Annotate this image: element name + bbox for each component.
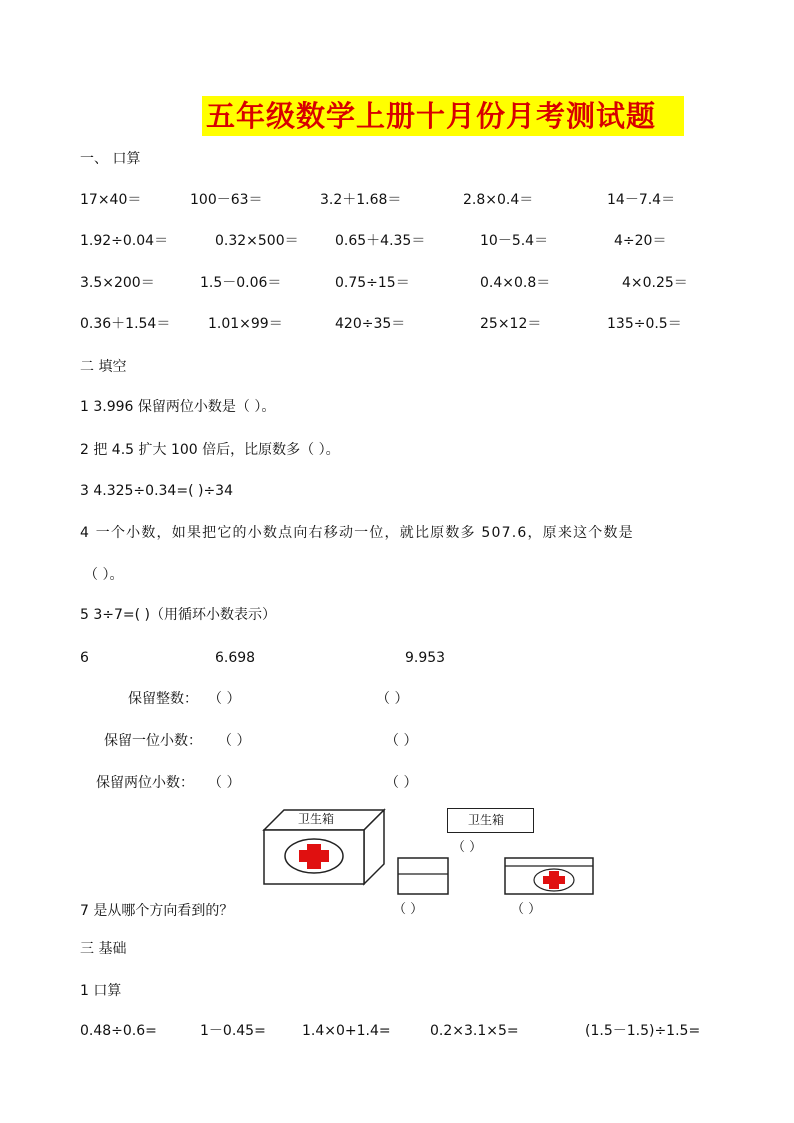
round-label: 保留一位小数：: [104, 733, 202, 749]
oral-item: 0.32×500＝: [215, 233, 299, 249]
basic-oral-item: 1.4×0+1.4=: [302, 1023, 391, 1039]
oral-item: 25×12＝: [480, 316, 542, 332]
oral-item: 135÷0.5＝: [607, 316, 682, 332]
side-view-answer-blank: （ ）: [393, 902, 424, 917]
oral-item: 1.92÷0.04＝: [80, 233, 169, 249]
section-heading-fill: 二 填空: [80, 359, 127, 375]
fill-question-6-number: 6: [80, 650, 89, 666]
oral-item: 0.36＋1.54＝: [80, 316, 171, 332]
oral-item: 14－7.4＝: [607, 192, 676, 208]
fill-question-3: 3 4.325÷0.34=( )÷34: [80, 483, 233, 499]
oral-item: 1.01×99＝: [208, 316, 283, 332]
oral-item: 3.2＋1.68＝: [320, 192, 402, 208]
fill-question-1: 1 3.996 保留两位小数是（ ）。: [80, 399, 276, 415]
fill-question-4: 4 一个小数，如果把它的小数点向右移动一位，就比原数多 507.6，原来这个数是: [80, 525, 634, 541]
oral-item: 4×0.25＝: [622, 275, 688, 291]
round-label: 保留两位小数：: [96, 775, 194, 791]
oral-item: 2.8×0.4＝: [463, 192, 534, 208]
section-heading-basic: 三 基础: [80, 941, 127, 957]
round-blank-b: （ ）: [385, 775, 418, 791]
oral-item: 100－63＝: [190, 192, 263, 208]
section-heading-oral: 一、 口算: [80, 151, 141, 167]
oral-item: 420÷35＝: [335, 316, 406, 332]
oral-item: 17×40＝: [80, 192, 142, 208]
fill-question-5: 5 3÷7=( )（用循环小数表示）: [80, 607, 277, 623]
side-view-box-icon: [397, 857, 449, 895]
oral-item: 3.5×200＝: [80, 275, 155, 291]
top-view-box: [447, 808, 534, 833]
top-view-answer-blank: （ ）: [452, 840, 483, 855]
oral-item: 4÷20＝: [614, 233, 667, 249]
front-view-answer-blank: （ ）: [511, 902, 542, 917]
basic-oral-item: 0.48÷0.6=: [80, 1023, 157, 1039]
title-banner: [202, 96, 684, 136]
basic-oral-item: 0.2×3.1×5=: [430, 1023, 519, 1039]
basic-question-1: 1 口算: [80, 983, 122, 999]
oral-item: 0.4×0.8＝: [480, 275, 551, 291]
q6-number-a: 6.698: [215, 650, 256, 666]
top-view-label: 卫生箱: [468, 813, 505, 827]
oral-item: 0.75÷15＝: [335, 275, 410, 291]
basic-oral-item: 1－0.45=: [200, 1023, 266, 1039]
basic-oral-item: (1.5－1.5)÷1.5=: [585, 1023, 701, 1039]
round-blank-a: （ ）: [218, 733, 251, 749]
box-lid-label: 卫生箱: [298, 812, 335, 826]
fill-question-2: 2 把 4.5 扩大 100 倍后，比原数多（ ）。: [80, 442, 340, 458]
round-label: 保留整数：: [128, 691, 198, 707]
front-view-box-icon: [504, 857, 594, 895]
round-blank-a: （ ）: [208, 775, 241, 791]
round-blank-a: （ ）: [208, 691, 241, 707]
round-blank-b: （ ）: [376, 691, 409, 707]
q6-number-b: 9.953: [405, 650, 446, 666]
oral-item: 1.5－0.06＝: [200, 275, 282, 291]
page-title: 五年级数学上册十月份月考测试题: [206, 99, 657, 133]
round-blank-b: （ ）: [385, 733, 418, 749]
oral-item: 0.65＋4.35＝: [335, 233, 426, 249]
oral-item: 10－5.4＝: [480, 233, 549, 249]
fill-question-4-blank: （ ）。: [84, 567, 124, 583]
fill-question-7: 7 是从哪个方向看到的？: [80, 903, 234, 919]
